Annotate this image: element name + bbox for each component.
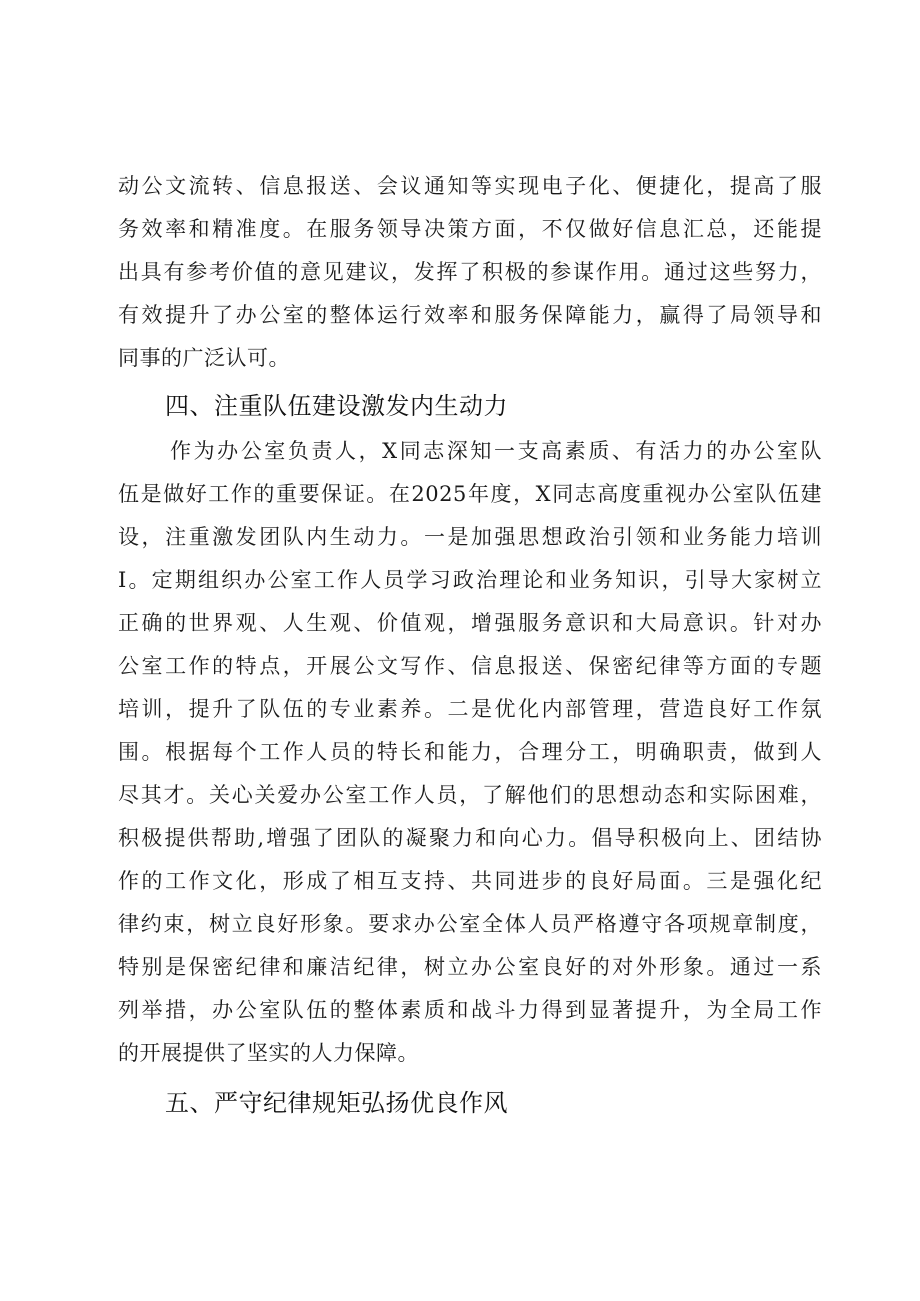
section-heading-5: 五、严守纪律规矩弘扬优良作风 (165, 1089, 508, 1117)
paragraph-line: 的开展提供了坚实的人力保障。 (118, 1041, 419, 1065)
paragraph-line: 出具有参考价值的意见建议，发挥了积极的参谋作用。通过这些努力， (118, 260, 822, 284)
paragraph-line: 正确的世界观、人生观、价值观，增强服务意识和大局意识。针对办 (118, 611, 822, 635)
paragraph-line: 同事的广泛认可。 (118, 346, 290, 370)
paragraph-line: 培训，提升了队伍的专业素养。二是优化内部管理，营造良好工作氛 (118, 697, 822, 721)
paragraph-line: 伍是做好工作的重要保证。在2025年度，X同志高度重视办公室队伍建 (118, 482, 822, 506)
paragraph-line: 公室工作的特点，开展公文写作、信息报送、保密纪律等方面的专题 (118, 654, 822, 678)
paragraph-line: 作为办公室负责人，X同志深知一支高素质、有活力的办公室队 (170, 439, 822, 463)
paragraph-line: 特别是保密纪律和廉洁纪律，树立办公室良好的对外形象。通过一系 (118, 955, 822, 979)
paragraph-line: 尽其才。关心关爱办公室工作人员，了解他们的思想动态和实际困难， (118, 783, 822, 807)
paragraph-line: 围。根据每个工作人员的特长和能力，合理分工，明确职责，做到人 (118, 740, 822, 764)
section-heading-4: 四、注重队伍建设激发内生动力 (165, 392, 508, 420)
paragraph-line: I。定期组织办公室工作人员学习政治理论和业务知识，引导大家树立 (118, 568, 822, 592)
paragraph-line: 作的工作文化，形成了相互支持、共同进步的良好局面。三是强化纪 (118, 869, 822, 893)
paragraph-line: 有效提升了办公室的整体运行效率和服务保障能力，赢得了局领导和 (118, 303, 822, 327)
paragraph-line: 积极提供帮助,增强了团队的凝聚力和向心力。倡导积极向上、团结协 (118, 826, 822, 850)
paragraph-line: 务效率和精准度。在服务领导决策方面，不仅做好信息汇总，还能提 (118, 217, 822, 241)
paragraph-line: 设，注重激发团队内生动力。一是加强思想政治引领和业务能力培训 (118, 525, 822, 549)
paragraph-line: 律约束，树立良好形象。要求办公室全体人员严格遵守各项规章制度， (118, 912, 822, 936)
paragraph-line: 动公文流转、信息报送、会议通知等实现电子化、便捷化，提高了服 (118, 174, 822, 198)
paragraph-line: 列举措，办公室队伍的整体素质和战斗力得到显著提升，为全局工作 (118, 998, 822, 1022)
